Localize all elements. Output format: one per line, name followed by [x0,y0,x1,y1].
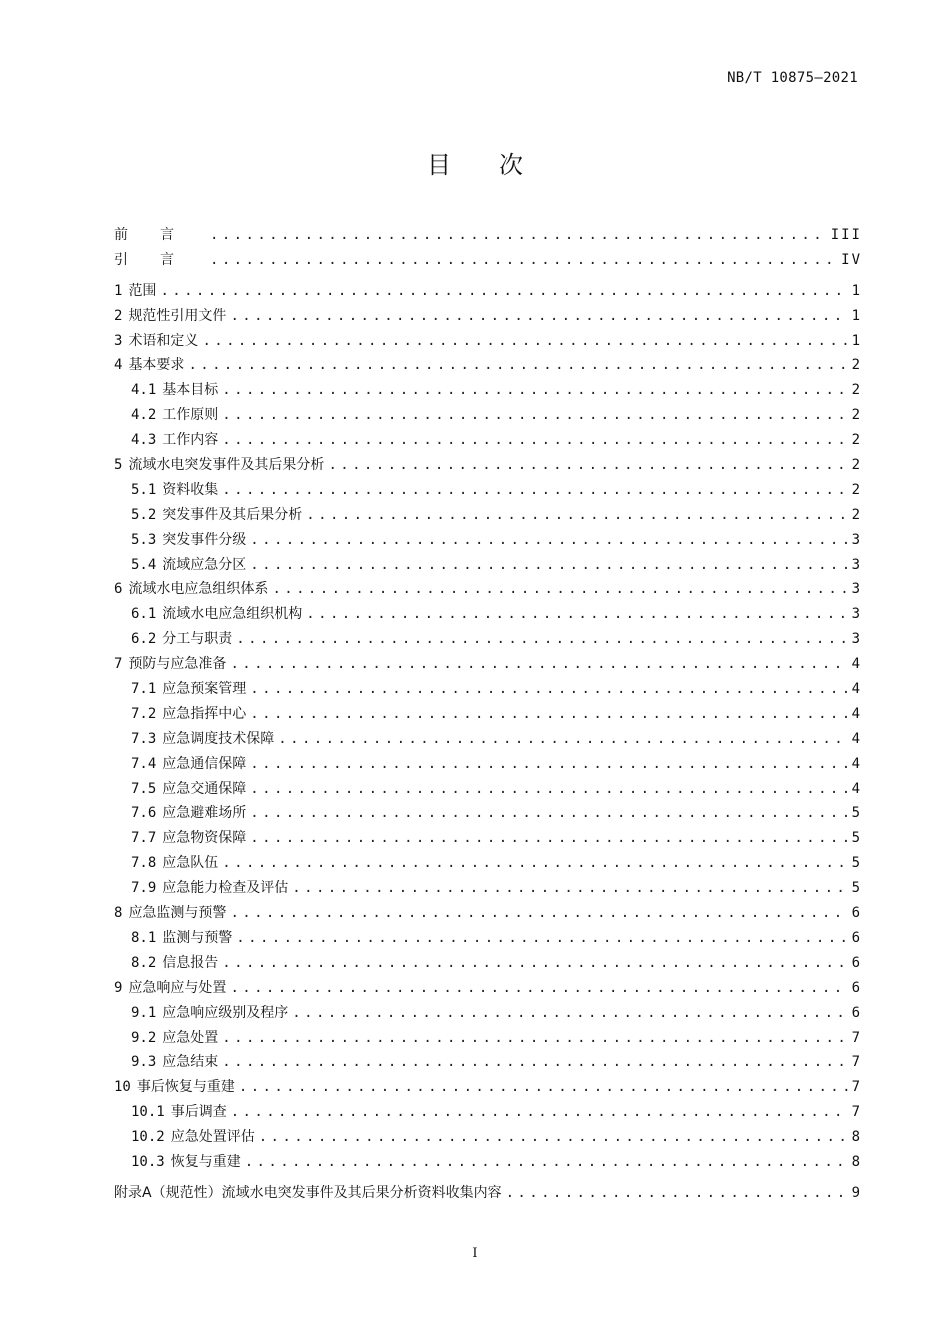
toc-entry[interactable] [114,554,862,579]
toc-leader-dots [222,407,847,423]
toc-entry-page: 5 [851,805,862,822]
toc-entry-title: 应急能力检查及评估 [162,880,289,897]
toc-entry-label [114,578,268,598]
toc-leader-dots [250,781,847,797]
toc-entry-label [131,603,302,623]
toc-entry-label [131,877,288,897]
table-of-contents [114,224,862,1207]
toc-entry-number: 10 [114,1079,131,1096]
toc-entry-number: 4.1 [131,382,157,399]
toc-entry-label [114,305,226,325]
document-code: NB/T 10875—2021 [727,70,858,86]
toc-entry-page: IV [841,251,862,268]
toc-entry-title: 应急处置 [162,1029,219,1046]
toc-entry[interactable] [114,802,862,827]
toc-entry-title: 事后调查 [170,1104,227,1121]
toc-entry-title: 分工与职责 [162,631,233,648]
toc-entry-number: 8 [114,905,123,922]
toc-entry-title: 应急处置评估 [170,1129,255,1146]
toc-entry-label [131,1101,227,1121]
toc-entry-label [114,1076,235,1096]
toc-entry-title: 应急结束 [162,1054,219,1071]
toc-entry-page: 3 [851,606,862,623]
toc-entry-title: 监测与预警 [162,929,233,946]
toc-leader-dots [250,756,847,772]
toc-entry-page: 4 [851,780,862,797]
toc-leader-dots [250,830,847,846]
toc-entry-label [131,927,232,947]
toc-entry[interactable] [114,952,862,977]
toc-entry-label [114,330,198,350]
toc-entry-page: 5 [851,830,862,847]
toc-entry-number: 8.2 [131,954,157,971]
toc-entry[interactable] [114,653,862,678]
toc-entry-page: 2 [851,481,862,498]
toc-leader-dots [506,1185,848,1201]
toc-entry[interactable] [114,578,862,603]
toc-entry-label [114,224,206,244]
toc-entry-label [131,728,274,748]
toc-leader-dots [222,382,847,398]
toc-entry[interactable] [114,877,862,902]
toc-entry-label [131,1027,218,1047]
toc-entry-label [114,280,156,300]
toc-entry-title: 基本要求 [128,357,185,374]
toc-entry-number: 10.2 [131,1129,165,1146]
toc-leader-dots [188,357,847,373]
toc-entry[interactable] [114,224,862,249]
toc-leader-dots [250,557,847,573]
toc-entry-title: 应急通信保障 [162,755,247,772]
toc-entry-page: 6 [851,1004,862,1021]
toc-leader-dots [306,507,847,523]
toc-leader-dots [278,731,847,747]
toc-entry[interactable] [114,249,862,274]
toc-entry-title: 应急避难场所 [162,805,247,822]
toc-entry-page: 4 [851,705,862,722]
toc-entry-label [114,249,206,269]
toc-entry-title: 流域水电应急组织机构 [162,606,303,623]
toc-entry[interactable] [114,1126,862,1151]
toc-entry-number: 7.1 [131,681,157,698]
toc-entry-page: III [830,227,862,243]
toc-entry-label [114,977,226,997]
toc-leader-dots [210,227,827,243]
toc-entry-number: 2 [114,307,123,324]
toc-entry-title: 应急物资保障 [162,830,247,847]
toc-leader-dots [231,1104,848,1120]
toc-entry-label [114,454,324,474]
toc-entry-title: 附录A（规范性）流域水电突发事件及其后果分析资料收集内容 [114,1184,502,1201]
toc-entry-page: 4 [851,730,862,747]
toc-entry-number: 7.6 [131,805,157,822]
toc-entry-page: 2 [851,407,862,424]
toc-entry[interactable] [114,354,862,379]
toc-entry-page: 2 [851,506,862,523]
toc-entry-title: 工作原则 [162,407,219,424]
toc-entry-page: 8 [851,1153,862,1170]
toc-entry-page: 6 [851,954,862,971]
toc-entry-page: 4 [851,755,862,772]
toc-entry-page: 7 [851,1029,862,1046]
toc-entry-title: 流域水电突发事件及其后果分析 [128,457,325,474]
toc-entry-label [131,852,218,872]
toc-entry-page: 2 [851,457,862,474]
toc-leader-dots [230,656,847,672]
toc-entry-label [131,802,246,822]
toc-leader-dots [222,432,847,448]
toc-entry-page: 7 [851,1104,862,1121]
toc-entry-title: 工作内容 [162,432,219,449]
toc-entry[interactable] [114,628,862,653]
toc-entry-label [131,1126,255,1146]
toc-entry[interactable] [114,280,862,305]
title-char-2: 次 [499,151,523,179]
toc-entry-number: 7.3 [131,730,157,747]
toc-entry-title: 基本目标 [162,382,219,399]
toc-entry-label [131,554,246,574]
toc-leader-dots [306,606,847,622]
toc-leader-dots [222,1030,847,1046]
toc-entry-number: 6.1 [131,606,157,623]
toc-entry-number: 5 [114,457,123,474]
toc-entry-number: 5.2 [131,506,157,523]
toc-entry-title: 前言 [114,227,206,243]
toc-entry-title: 应急队伍 [162,855,219,872]
toc-entry[interactable] [114,902,862,927]
toc-entry-number: 4.3 [131,432,157,449]
toc-entry-number: 7 [114,656,123,673]
toc-entry-title: 应急交通保障 [162,780,247,797]
toc-entry-page: 3 [851,531,862,548]
toc-entry-number: 10.3 [131,1153,165,1170]
toc-entry-page: 9 [851,1184,862,1201]
toc-entry[interactable] [114,977,862,1002]
toc-entry-number: 9.3 [131,1054,157,1071]
toc-leader-dots [250,706,847,722]
toc-leader-dots [160,283,847,299]
toc-entry-title: 术语和定义 [128,332,199,349]
toc-entry-number: 9.1 [131,1004,157,1021]
toc-entry-number: 6 [114,581,123,598]
toc-entry-label [131,753,246,773]
toc-entry-number: 5.1 [131,481,157,498]
toc-entry-number: 10.1 [131,1104,165,1121]
toc-leader-dots [222,855,847,871]
toc-leader-dots [230,905,847,921]
toc-entry-number: 1 [114,282,123,299]
toc-entry[interactable] [114,827,862,852]
toc-leader-dots [202,333,847,349]
toc-entry-label [131,479,218,499]
toc-entry[interactable] [114,1027,862,1052]
toc-leader-dots [222,1054,847,1070]
toc-entry-number: 7.7 [131,830,157,847]
toc-leader-dots [230,308,847,324]
toc-entry-title: 资料收集 [162,481,219,498]
toc-entry[interactable] [114,454,862,479]
toc-entry-label [131,504,302,524]
toc-entry-page: 4 [851,681,862,698]
toc-entry-title: 应急调度技术保障 [162,730,275,747]
toc-entry-page: 6 [851,979,862,996]
toc-entry[interactable] [114,852,862,877]
toc-entry-title: 应急响应与处置 [128,979,227,996]
toc-entry-title: 规范性引用文件 [128,307,227,324]
toc-entry-title: 恢复与重建 [170,1153,241,1170]
toc-entry-title: 流域水电应急组织体系 [128,581,269,598]
toc-entry-page: 6 [851,929,862,946]
toc-leader-dots [250,532,847,548]
toc-entry-title: 范围 [128,282,157,299]
toc-leader-dots [292,1005,847,1021]
toc-entry[interactable] [114,603,862,628]
toc-entry[interactable] [114,1182,862,1207]
toc-entry-page: 1 [851,307,862,324]
toc-entry[interactable] [114,479,862,504]
toc-entry-page: 8 [851,1129,862,1146]
toc-entry-number: 9 [114,979,123,996]
toc-entry-number: 3 [114,332,123,349]
toc-entry[interactable] [114,927,862,952]
toc-leader-dots [272,581,847,597]
toc-entry-title: 流域应急分区 [162,556,247,573]
toc-entry-label [114,653,226,673]
toc-leader-dots [250,681,847,697]
toc-entry[interactable] [114,529,862,554]
toc-entry-label [131,827,246,847]
toc-leader-dots [236,930,847,946]
toc-entry-label [131,1002,288,1022]
toc-entry[interactable] [114,678,862,703]
toc-entry[interactable] [114,703,862,728]
toc-leader-dots [292,880,847,896]
toc-entry-label [114,902,226,922]
page-number: I [472,1246,478,1261]
toc-entry-label [131,1151,241,1171]
toc-entry-number: 4.2 [131,407,157,424]
toc-leader-dots [259,1129,848,1145]
toc-leader-dots [328,457,847,473]
toc-entry-title: 应急指挥中心 [162,705,247,722]
toc-leader-dots [230,980,847,996]
toc-leader-dots [250,805,847,821]
toc-entry[interactable] [114,379,862,404]
toc-leader-dots [245,1154,848,1170]
toc-entry-number: 8.1 [131,929,157,946]
title-char-1: 目 [427,151,451,179]
toc-leader-dots [210,252,837,268]
toc-entry-number: 6.2 [131,631,157,648]
toc-entry-label [131,678,246,698]
toc-entry-page: 3 [851,631,862,648]
toc-leader-dots [239,1079,848,1095]
page-title [0,145,950,180]
toc-entry-number: 9.2 [131,1029,157,1046]
toc-entry-page: 2 [851,357,862,374]
toc-entry[interactable] [114,1002,862,1027]
toc-entry-page: 1 [851,282,862,299]
toc-entry-title: 应急响应级别及程序 [162,1004,289,1021]
toc-entry-label [131,703,246,723]
toc-entry-title: 突发事件及其后果分析 [162,506,303,523]
toc-entry[interactable] [114,504,862,529]
toc-entry-number: 7.8 [131,855,157,872]
toc-entry-page: 1 [851,332,862,349]
toc-entry-label [114,1182,502,1202]
toc-entry-label [131,529,246,549]
toc-entry-page: 5 [851,880,862,897]
toc-entry-title: 引言 [114,251,206,268]
toc-entry-label [131,429,218,449]
toc-entry-number: 4 [114,357,123,374]
toc-leader-dots [222,955,847,971]
toc-entry-number: 5.4 [131,556,157,573]
toc-entry-label [131,404,218,424]
toc-entry-number: 5.3 [131,531,157,548]
toc-entry-title: 预防与应急准备 [128,656,227,673]
toc-entry-page: 7 [851,1079,862,1096]
toc-entry[interactable] [114,305,862,330]
toc-entry-label [114,354,184,374]
toc-entry-page: 6 [851,905,862,922]
toc-entry-label [131,778,246,798]
toc-entry-page: 3 [851,556,862,573]
toc-entry-label [131,1051,218,1071]
toc-entry-number: 7.9 [131,880,157,897]
toc-leader-dots [236,631,847,647]
toc-entry[interactable] [114,1101,862,1126]
toc-entry-title: 突发事件分级 [162,531,247,548]
toc-entry-page: 3 [851,581,862,598]
toc-entry-title: 信息报告 [162,954,219,971]
toc-entry-title: 应急预案管理 [162,681,247,698]
toc-entry[interactable] [114,753,862,778]
toc-entry[interactable] [114,1076,862,1101]
toc-entry-number: 7.5 [131,780,157,797]
toc-entry-page: 2 [851,432,862,449]
toc-entry-title: 事后恢复与重建 [136,1079,235,1096]
toc-leader-dots [222,482,847,498]
toc-entry[interactable] [114,1151,862,1176]
toc-entry-label [131,952,218,972]
toc-entry-label [131,379,218,399]
toc-entry[interactable] [114,429,862,454]
toc-entry-page: 4 [851,656,862,673]
toc-entry-page: 7 [851,1054,862,1071]
toc-entry-page: 5 [851,855,862,872]
toc-entry-label [131,628,232,648]
toc-entry[interactable] [114,1051,862,1076]
toc-entry[interactable] [114,728,862,753]
toc-entry[interactable] [114,330,862,355]
toc-entry-title: 应急监测与预警 [128,905,227,922]
toc-entry-number: 7.2 [131,705,157,722]
toc-entry-number: 7.4 [131,755,157,772]
toc-entry[interactable] [114,404,862,429]
toc-entry-page: 2 [851,382,862,399]
toc-entry[interactable] [114,778,862,803]
